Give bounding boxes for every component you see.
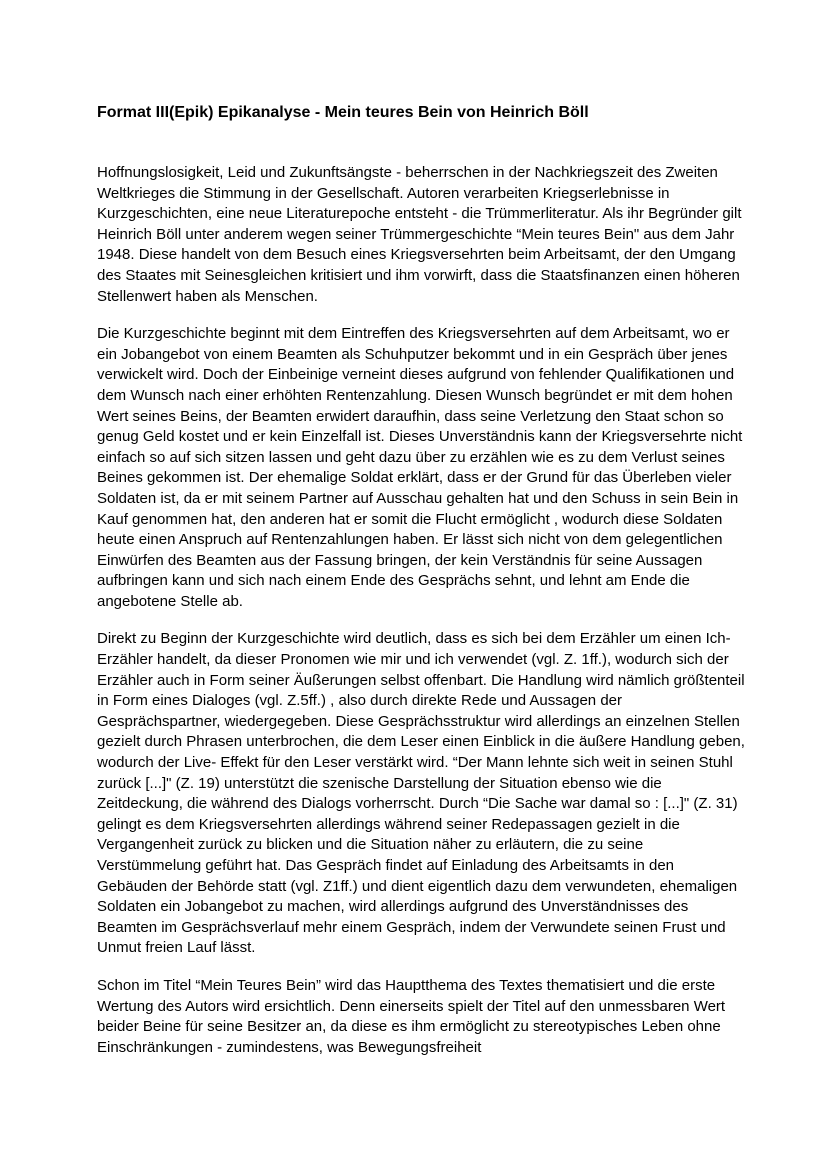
paragraph-summary: Die Kurzgeschichte beginnt mit dem Eintreffen des Kriegsversehrten auf dem Arbeitsamt, wo er ein Jobangebot von einem Beamten als Schuhputzer bekommt und in ein Gespräch über jenes verwickelt wird. Doch der Einbeinige verneint dieses aufgrund von fehlender Qualifikationen und dem Wunsch nach einer erhöhten Rentenzahlung. Diesen Wunsch begründet er mit dem hohen Wert seines Beins, der Beamten erwidert daraufhin, dass seine Verletzung den Staat schon so genug Geld kostet und er kein Einzelfall ist. Dieses Unverständnis kann der Kriegsversehrte nicht einfach so auf sich sitzen lassen und geht dazu über zu erzählen wie es zu dem Verlust seines Beines gekommen ist. Der ehemalige Soldat erklärt, dass er der Grund für das Überleben vieler Soldaten ist, da er mit seinem Partner auf Ausschau gehalten hat und den Schuss in sein Bein in Kauf genommen hat, den anderen hat er somit die Flucht ermöglicht , wodurch diese Soldaten heute einen Anspruch auf Rentenzahlungen haben. Er lässt sich nicht von dem gelegentlichen Einwürfen des Beamten aus der Fassung bringen, der kein Verständnis für seine Aussagen aufbringen kann und sich nach einem Ende des Gesprächs sehnt, und lehnt am Ende die angebotene Stelle ab. xyxy=(97,325,743,610)
paragraph-title-interpretation: Schon im Titel “Mein Teures Bein” wird das Hauptthema des Textes thematisiert und die erste Wertung des Autors wird ersichtlich. Denn einerseits spielt der Titel auf den unmessbaren Wert beider Beine für seine Besitzer an, da diese es ihm ermöglicht zu stereotypisches Leben ohne Einschränkungen - zumindestens, was Bewegungsfreiheit xyxy=(97,976,726,1056)
paragraph-intro: Hoffnungslosigkeit, Leid und Zukunftsängste - beherrschen in der Nachkriegszeit des Zweiten Weltkrieges die Stimmung in der Gesellschaft. Autoren verarbeiten Kriegserlebnisse in Kurzgeschichten, eine neue Literaturepoche entsteht - die Trümmerliteratur. Als ihr Begründer gilt Heinrich Böll unter anderem wegen seiner Trümmergeschichte “Mein teures Bein" aus dem Jahr 1948. Diese handelt von dem Besuch eines Kriegsversehrten beim Arbeitsamt, der den Umgang des Staates mit Seinesgleichen kritisiert und ihm vorwirft, dass die Staatsfinanzen einen höheren Stellenwert haben als Menschen. xyxy=(97,164,742,305)
document-title: Format III(Epik) Epikanalyse - Mein teures Bein von Heinrich Böll xyxy=(97,104,589,121)
paragraph-analysis: Direkt zu Beginn der Kurzgeschichte wird deutlich, dass es sich bei dem Erzähler um einen Ich-Erzähler handelt, da dieser Pronomen wie mir und ich verwendet (vgl. Z. 1ff.), wodurch sich der Erzähler auch in Form seiner Äußerungen selbst offenbart. Die Handlung wird nämlich größtenteil in Form eines Dialoges (vgl. Z.5ff.) , also durch direkte Rede und Aussagen der Gesprächspartner, wiedergegeben. Diese Gesprächsstruktur wird allerdings an einzelnen Stellen gezielt durch Phrasen unterbrochen, die dem Leser einen Einblick in die äußere Handlung geben, wodurch der Live- Effekt für den Leser verstärkt wird. “Der Mann lehnte sich weit in seinen Stuhl zurück [...]" (Z. 19) unterstützt die szenische Darstellung der Situation ebenso wie die Zeitdeckung, die während des Dialogs vorherrscht. Durch “Die Sache war damal so : [...]" (Z. 31) gelingt es dem Kriegsversehrten allerdings während seiner Redepassagen gezielt in die Vergangenheit zurück zu blicken und die Situation näher zu erläutern, die zu seine Verstümmelung geführt hat. Das Gespräch findet auf Einladung des Arbeitsamts in den Gebäuden der Behörde statt (vgl. Z1ff.) und dient eigentlich dazu dem verwundeten, ehemaligen Soldaten ein Jobangebot zu machen, wird allerdings aufgrund des Unverständnisses des Beamten im Gesprächsverlauf mehr einem Gespräch, indem der Verwundete seinen Frust und Unmut freien Lauf lässt. xyxy=(97,630,745,957)
document-body xyxy=(97,103,747,1058)
